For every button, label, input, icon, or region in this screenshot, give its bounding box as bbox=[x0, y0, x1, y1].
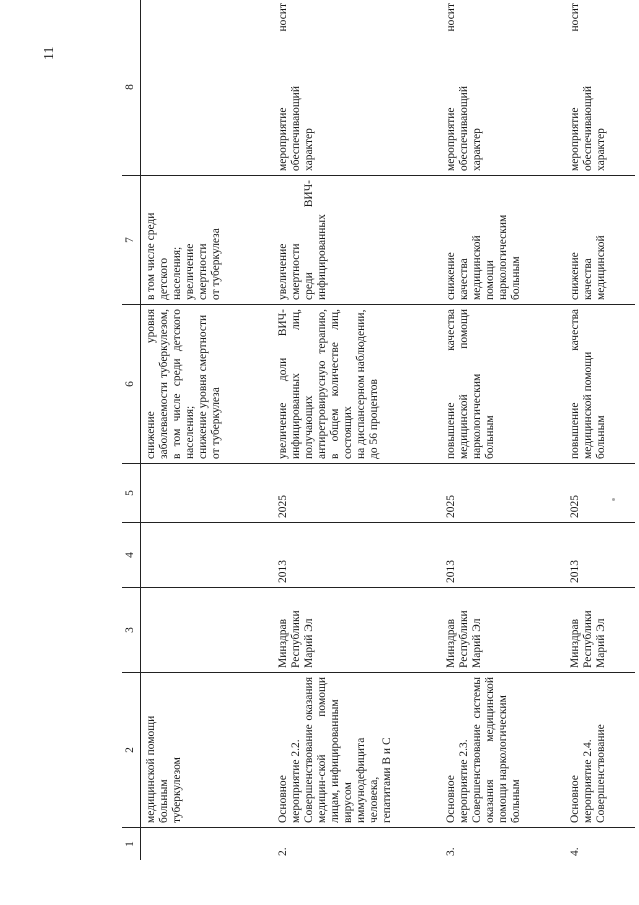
activity-name: Основное мероприятие 2.4. Совершенствование bbox=[565, 673, 635, 828]
activity-name: Основное мероприятие 2.3. Совершенствование системы оказания медицинской помощи наркологическим больным bbox=[441, 673, 565, 828]
col-header-1: 1 bbox=[122, 828, 141, 861]
executor: Минздрав Республики Марий Эл bbox=[273, 588, 441, 673]
executor: Минздрав Республики Марий Эл bbox=[565, 588, 635, 673]
col-header-7: 7 bbox=[122, 176, 141, 305]
end-year: 2025 bbox=[441, 464, 565, 523]
non-implementation-consequence: снижение качества медицинской помощи наркологическим больным bbox=[441, 176, 565, 305]
row-number bbox=[141, 828, 273, 861]
table-row bbox=[441, 0, 565, 860]
non-implementation-consequence: снижение качества медицинской bbox=[565, 176, 635, 305]
end-year: 2025 bbox=[273, 464, 441, 523]
relation-to-indicators: мероприятие носит обеспечивающий характер bbox=[441, 0, 565, 176]
activity-name: Основное мероприятие 2.2. Совершенствование оказания медицин-ской помощи лицам, инфицированным вирусом иммунодефицита человека, гепатитами В и С bbox=[273, 673, 441, 828]
page-number: 11 bbox=[42, 46, 57, 60]
col-header-2: 2 bbox=[122, 673, 141, 828]
table-row bbox=[565, 0, 635, 860]
col-header-3: 3 bbox=[122, 588, 141, 673]
col-header-4: 4 bbox=[122, 523, 141, 588]
activity-name: медицинской помощи больным туберкулезом bbox=[141, 673, 273, 828]
expected-result: увеличение доли ВИЧ-инфицированных лиц, получающих антиретровирусную терапию, в общем количестве лиц, состоящих на диспансерном наблюдении, до 56 процентов bbox=[273, 305, 441, 464]
col-header-5: 5 bbox=[122, 464, 141, 523]
executor: Минздрав Республики Марий Эл bbox=[441, 588, 565, 673]
end-year bbox=[141, 464, 273, 523]
header-row bbox=[122, 0, 141, 860]
expected-result: повышение качества медицинской помощи больным bbox=[565, 305, 635, 464]
start-year: 2013 bbox=[565, 523, 635, 588]
row-number: 4. bbox=[568, 847, 581, 856]
non-implementation-consequence: увеличение смертности среди ВИЧ-инфицированных bbox=[273, 176, 441, 305]
rotated-page-content bbox=[122, 3, 627, 860]
table-row bbox=[273, 0, 441, 860]
program-activities-table bbox=[122, 0, 635, 860]
non-implementation-consequence: в том числе среди детского населения; увеличение смертности от туберкулеза bbox=[141, 176, 273, 305]
relation-to-indicators: мероприятие носит обеспечивающий характер bbox=[565, 0, 635, 176]
scan-speck bbox=[612, 498, 615, 501]
start-year: 2013 bbox=[441, 523, 565, 588]
col-header-8: 8 bbox=[122, 0, 141, 176]
row-number: 2. bbox=[276, 847, 289, 856]
executor bbox=[141, 588, 273, 673]
expected-result: повышение качества медицинской помощи наркологическим больным bbox=[441, 305, 565, 464]
expected-result: снижение уровня заболеваемости туберкулезом, в том числе среди детского населения; снижение уровня смертности от туберкулеза bbox=[141, 305, 273, 464]
start-year: 2013 bbox=[273, 523, 441, 588]
table-row bbox=[141, 0, 273, 860]
row-number: 3. bbox=[444, 847, 457, 856]
relation-to-indicators: мероприятие носит обеспечивающий характер bbox=[273, 0, 441, 176]
start-year bbox=[141, 523, 273, 588]
relation-to-indicators bbox=[141, 0, 273, 176]
col-header-6: 6 bbox=[122, 305, 141, 464]
end-year: 2025 bbox=[565, 464, 635, 523]
